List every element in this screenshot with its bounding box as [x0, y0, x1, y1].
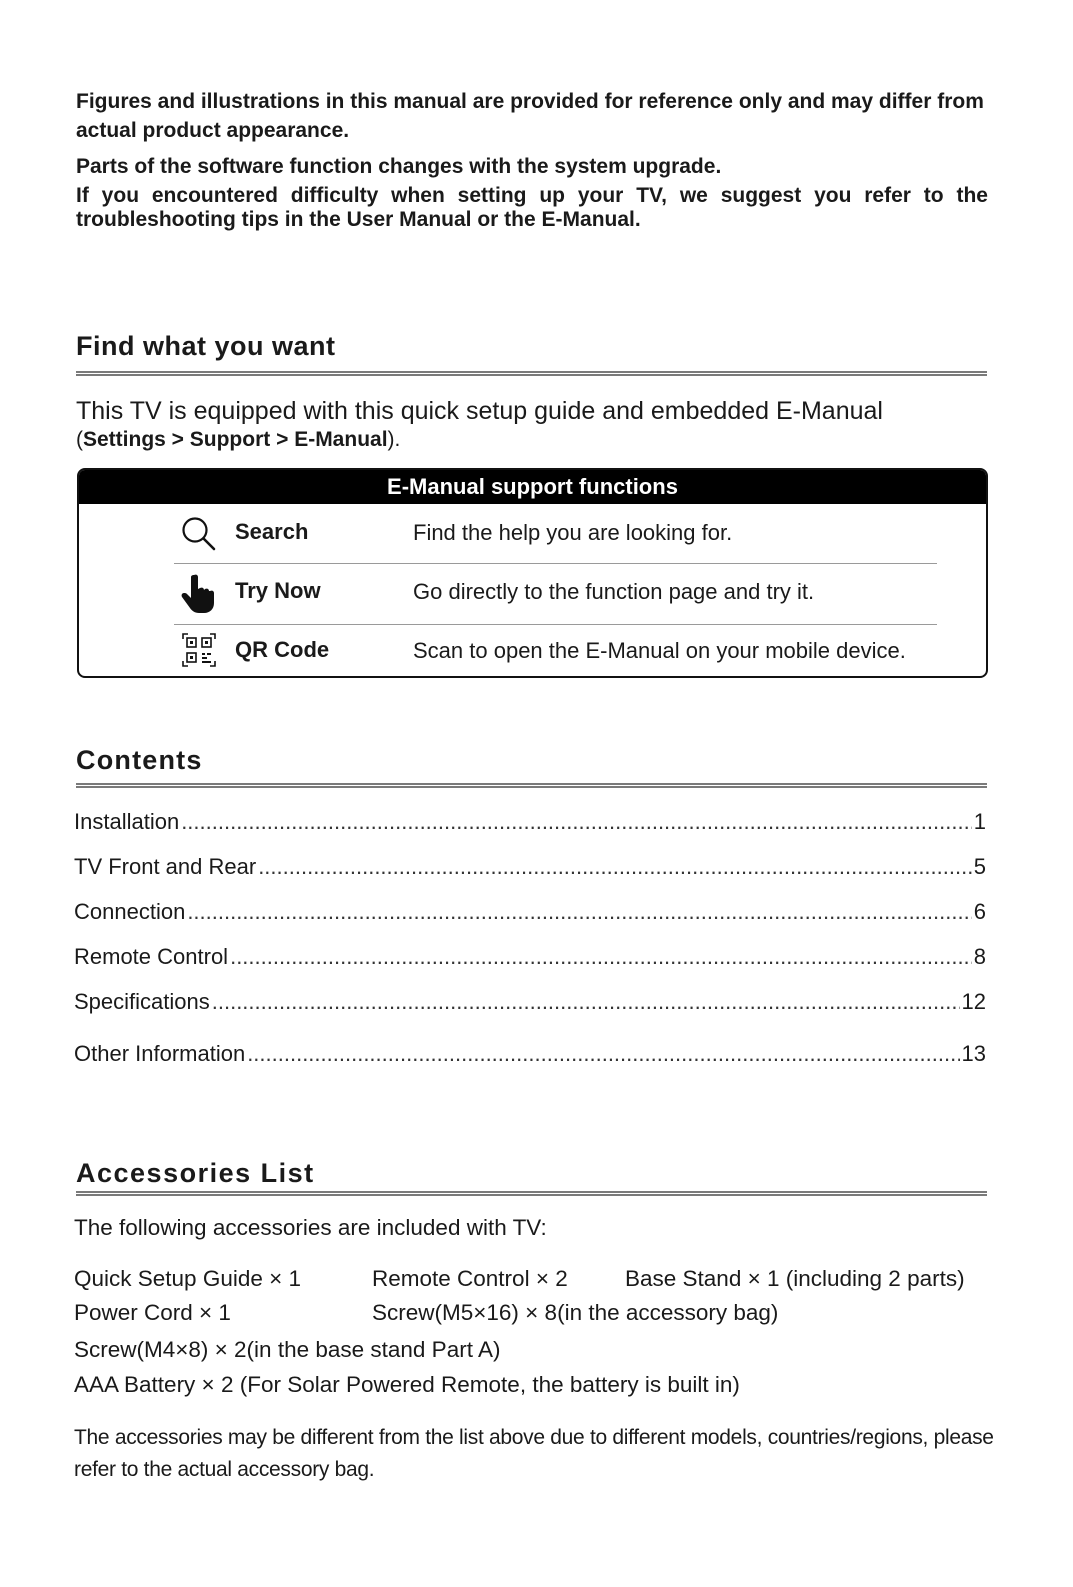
toc-leader [258, 854, 972, 880]
contents-divider [76, 783, 987, 788]
path-bold: Settings > Support > E-Manual [83, 428, 388, 451]
function-desc: Find the help you are looking for. [413, 520, 733, 545]
toc-page: 12 [961, 989, 986, 1014]
toc-entry-remote-control[interactable] [74, 944, 986, 970]
accessory-item: Power Cord × 1 [74, 1300, 231, 1325]
intro-disclaimer: Figures and illustrations in this manual are provided for reference only and may differ from actual product appearance. [76, 90, 984, 142]
accessories-intro: The following accessories are included with TV: [74, 1215, 547, 1240]
find-text: This TV is equipped with this quick setup guide and embedded E-Manual [76, 397, 883, 425]
emanual-functions-box [77, 468, 988, 678]
find-heading: Find what you want [76, 331, 336, 361]
find-divider [76, 371, 987, 376]
function-desc: Go directly to the function page and try it. [413, 579, 815, 604]
contents-heading: Contents [76, 745, 203, 775]
intro-troubleshooting-note: If you encountered difficulty when setting up your TV, we suggest you refer to the troubleshooting tips in the User Manual or the E-Manual. [76, 184, 988, 231]
toc-leader [181, 809, 972, 835]
toc-page: 8 [973, 944, 986, 969]
accessories-note: The accessories may be different from the list above due to different models, countries/regions, please refer to the actual accessory bag. [74, 1426, 994, 1481]
search-icon [180, 515, 218, 553]
toc-page: 6 [973, 899, 986, 924]
intro-software-note: Parts of the software function changes with the system upgrade. [76, 155, 722, 178]
hand-pointer-icon [180, 572, 218, 614]
toc-leader [247, 1041, 959, 1067]
function-desc: Scan to open the E-Manual on your mobile device. [413, 638, 906, 663]
accessory-item: Remote Control × 2 [372, 1266, 568, 1291]
accessories-heading: Accessories List [76, 1158, 315, 1188]
function-name: Search [235, 519, 309, 544]
toc-entry-other-information[interactable] [74, 1041, 986, 1067]
accessory-item: Base Stand × 1 (including 2 parts) [625, 1266, 965, 1291]
toc-entry-specifications[interactable] [74, 989, 986, 1015]
find-settings-path [76, 428, 400, 452]
accessory-item: Screw(M5×16) × 8(in the accessory bag) [372, 1300, 779, 1325]
toc-entry-connection[interactable] [74, 899, 986, 925]
emanual-box-title: E-Manual support functions [79, 470, 986, 504]
function-name: Try Now [235, 578, 321, 603]
toc-label: Remote Control [74, 944, 229, 969]
path-close: ). [387, 428, 401, 451]
function-row-try-now [174, 564, 937, 625]
path-open: ( [76, 428, 83, 451]
toc-page: 1 [973, 809, 986, 834]
toc-label: Other Information [74, 1041, 246, 1066]
toc-page: 5 [973, 854, 986, 879]
accessories-divider [76, 1191, 987, 1196]
accessory-item: Screw(M4×8) × 2(in the base stand Part A) [74, 1337, 501, 1362]
toc-leader [187, 899, 971, 925]
toc-label: Connection [74, 899, 186, 924]
toc-leader [212, 989, 960, 1015]
toc-label: TV Front and Rear [74, 854, 257, 879]
accessory-item: Quick Setup Guide × 1 [74, 1266, 302, 1291]
toc-entry-tv-front-rear[interactable] [74, 854, 986, 880]
toc-entry-installation[interactable] [74, 809, 986, 835]
function-name: QR Code [235, 637, 330, 662]
toc-page: 13 [961, 1041, 986, 1066]
function-row-search [174, 505, 937, 564]
toc-label: Specifications [74, 989, 210, 1014]
function-row-qr-code [174, 625, 937, 677]
toc-label: Installation [74, 809, 180, 834]
toc-leader [230, 944, 972, 970]
accessory-item: AAA Battery × 2 (For Solar Powered Remote, the battery is built in) [74, 1372, 740, 1397]
qr-code-icon [180, 631, 218, 669]
